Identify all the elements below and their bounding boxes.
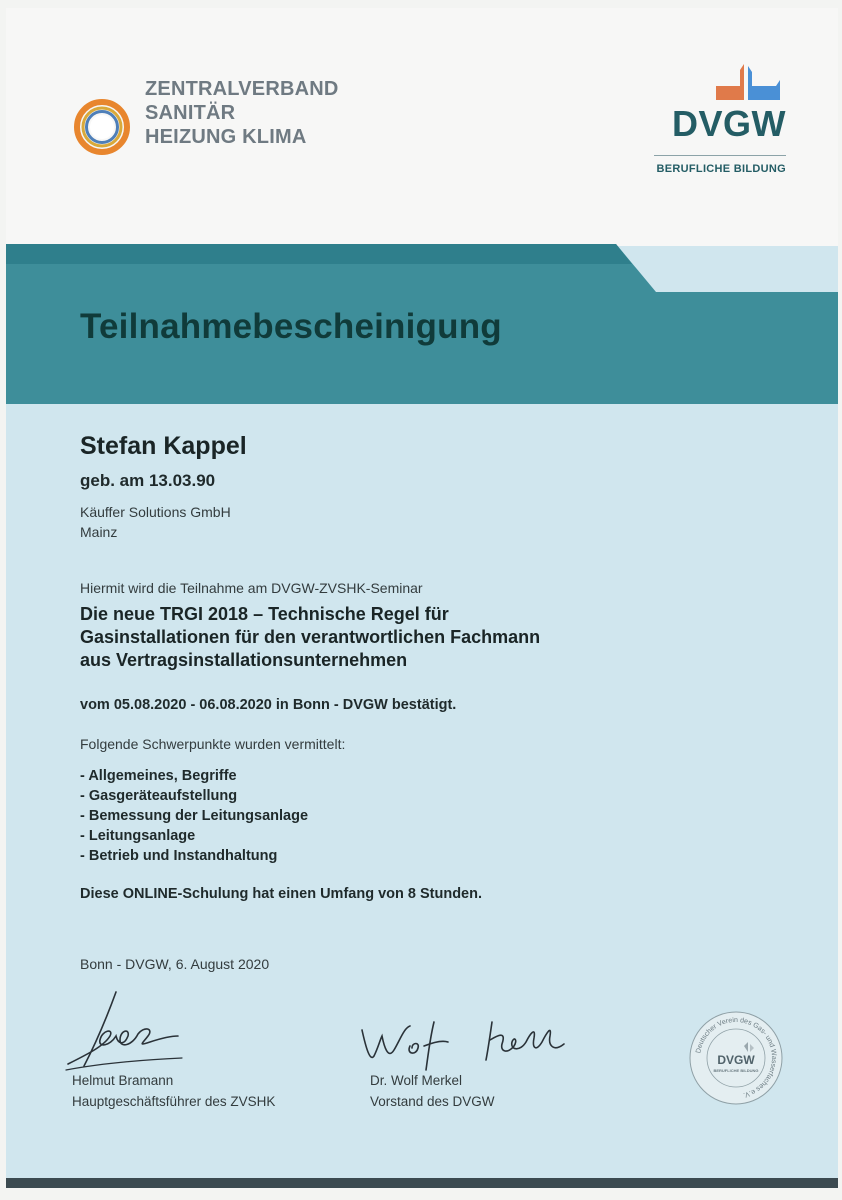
seminar-intro: Hiermit wird die Teilnahme am DVGW-ZVSHK-Seminar: [80, 580, 423, 596]
dvgw-round-seal-icon: [688, 1010, 784, 1106]
zvshk-wordmark: [145, 77, 339, 149]
list-item: - Betrieb und Instandhaltung: [80, 848, 278, 864]
course-title-line: Gasinstallationen für den verantwortlichen Fachmann: [80, 627, 541, 647]
course-hours: Diese ONLINE-Schulung hat einen Umfang von 8 Stunden.: [80, 886, 483, 902]
participant-company: Käuffer Solutions GmbH: [80, 504, 231, 520]
zvshk-line-1: ZENTRALVERBAND: [145, 78, 339, 100]
bottom-strip: [6, 1178, 838, 1188]
signatory-1-name: Helmut Bramann: [72, 1073, 174, 1088]
zvshk-line-3: HEIZUNG KLIMA: [145, 126, 307, 148]
signatory-2-role: Vorstand des DVGW: [370, 1094, 495, 1109]
title-band-top-stripe: [6, 244, 632, 264]
course-title-line: aus Vertragsinstallationsunternehmen: [80, 650, 408, 670]
seal-center-subtitle: BERUFLICHE BILDUNG: [713, 1068, 759, 1073]
list-item: - Leitungsanlage: [80, 828, 196, 844]
participant-city: Mainz: [80, 524, 118, 540]
signature-bramann-icon: [58, 984, 198, 1074]
course-title: [80, 603, 540, 672]
signature-merkel-icon: [350, 1012, 590, 1072]
list-item: - Bemessung der Leitungsanlage: [80, 808, 309, 824]
seal-center-text: DVGW: [717, 1053, 755, 1067]
seal-ring-text: Deutscher Verein des Gas- und Wasserfaches e.V.: [695, 1016, 778, 1099]
zvshk-line-2: SANITÄR: [145, 102, 236, 124]
certificate-title: Teilnahmebescheinigung: [80, 307, 502, 346]
topic-list: [80, 766, 308, 866]
zvshk-ring-logo-icon: [74, 99, 130, 155]
dvgw-wave-logo-icon: [710, 60, 784, 102]
list-item: - Allgemeines, Begriffe: [80, 768, 237, 784]
focus-intro: Folgende Schwerpunkte wurden vermittelt:: [80, 736, 346, 752]
dvgw-name: DVGW: [672, 103, 786, 144]
participant-birth: geb. am 13.03.90: [80, 471, 216, 490]
place-date: Bonn - DVGW, 6. August 2020: [80, 956, 270, 972]
dvgw-divider: [654, 155, 786, 156]
course-period: vom 05.08.2020 - 06.08.2020 in Bonn - DVGW bestätigt.: [80, 697, 457, 713]
signatory-1-role: Hauptgeschäftsführer des ZVSHK: [72, 1094, 276, 1109]
dvgw-subtitle: BERUFLICHE BILDUNG: [656, 163, 786, 175]
list-item: - Gasgeräteaufstellung: [80, 788, 238, 804]
course-title-line: Die neue TRGI 2018 – Technische Regel für: [80, 604, 449, 624]
signatory-2-name: Dr. Wolf Merkel: [370, 1073, 463, 1088]
participant-name: Stefan Kappel: [80, 432, 247, 460]
